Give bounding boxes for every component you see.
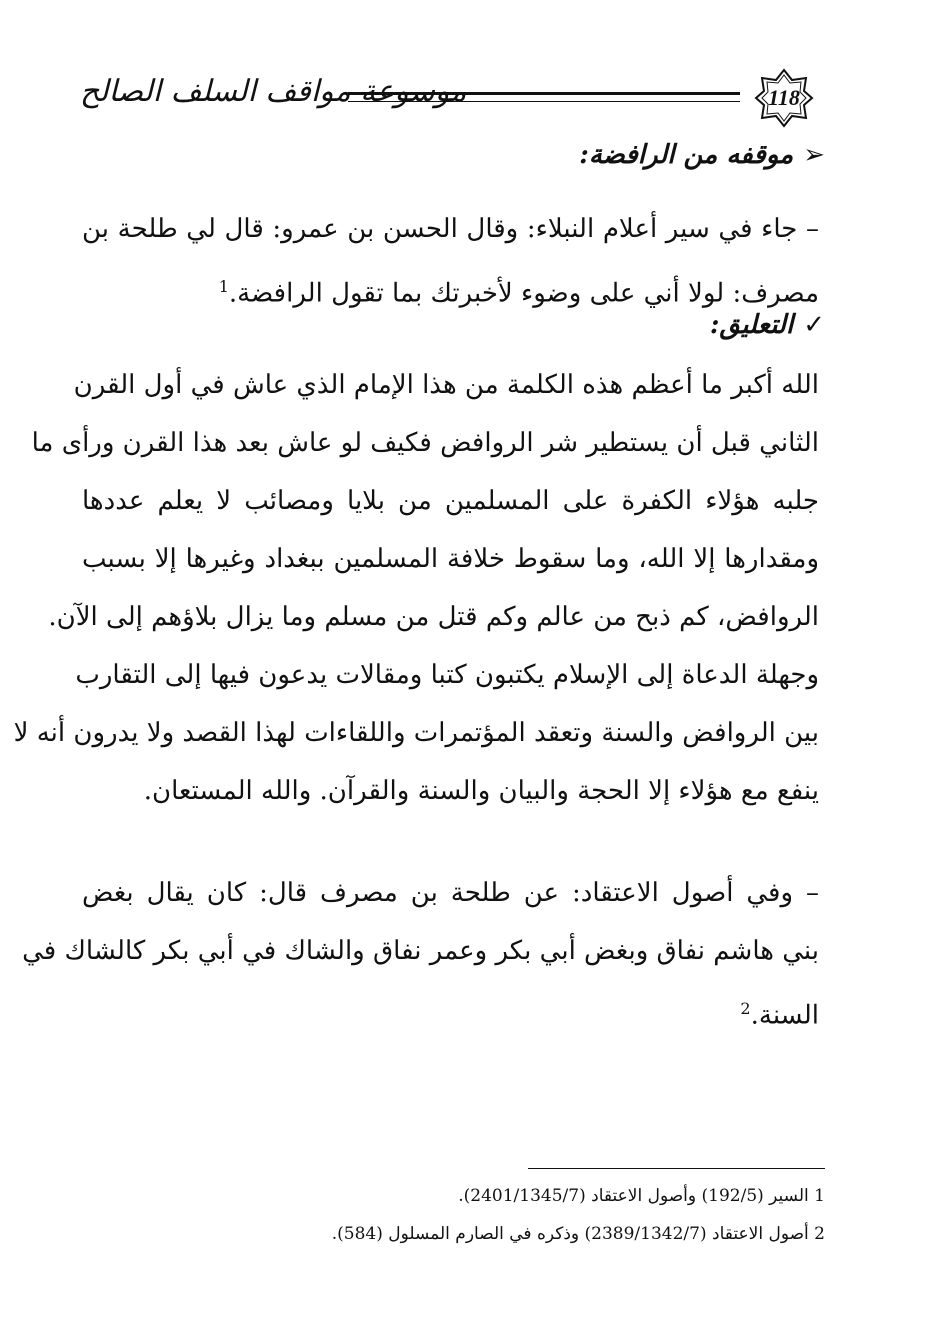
footnote-1 [458, 1186, 825, 1206]
footnote-ref-2: 2 [740, 999, 751, 1018]
paragraph-usul [22, 864, 819, 1045]
text-line: الله أكبر ما أعظم هذه الكلمة من هذا الإمام الذي عاش في أول القرن [73, 370, 819, 400]
page-number-badge [754, 68, 814, 128]
footnote-number: 2 [814, 1224, 825, 1244]
text-line: وجهلة الدعاة إلى الإسلام يكتبون كتبا ومقالات يدعون فيها إلى التقارب [75, 660, 819, 690]
footnote-text: أصول الاعتقاد (2389/1342/7) وذكره في الصارم المسلول (584). [331, 1224, 809, 1244]
footnote-ref-1: 1 [218, 277, 229, 296]
text-line [82, 258, 819, 323]
paragraph-siyar [82, 200, 819, 323]
footnote-text: السير (192/5) وأصول الاعتقاد (2401/1345/7). [458, 1186, 809, 1206]
text-line: ينفع مع هؤلاء إلا الحجة والبيان والسنة والقرآن. والله المستعان. [143, 776, 819, 806]
text-line: الثاني قبل أن يستطير شر الروافض فكيف لو عاش بعد هذا القرن ورأى ما [31, 428, 819, 458]
page-header [80, 62, 820, 140]
footnote-number: 1 [814, 1186, 825, 1206]
checkmark-icon: ✓ [803, 310, 825, 340]
arrow-marker-icon: ➢ [803, 140, 825, 170]
text-line [82, 980, 819, 1045]
section-heading-commentary [710, 310, 825, 340]
heading-text: موقفه من الرافضة: [579, 140, 794, 170]
paragraph-commentary [13, 356, 819, 820]
heading-text: التعليق: [709, 310, 794, 340]
text-line: بني هاشم نفاق وبغض أبي بكر وعمر نفاق والشاك في أبي بكر كالشاك في [22, 936, 819, 966]
text-line: جلبه هؤلاء الكفرة على المسلمين من بلايا ومصائب لا يعلم عددها [82, 486, 819, 516]
page-number: 118 [768, 85, 800, 110]
book-title: موسوعة مواقف السلف الصالح [80, 74, 467, 109]
footnote-2 [332, 1224, 825, 1244]
text-line-content: مصرف: لولا أني على وضوء لأخبرتك بما تقول الرافضة. [228, 278, 819, 309]
text-line: ومقدارها إلا الله، وما سقوط خلافة المسلمين ببغداد وغيرها إلا بسبب [82, 544, 819, 574]
footnote-separator [528, 1168, 825, 1169]
header-rule [348, 92, 740, 102]
section-heading-rafida [579, 140, 825, 170]
text-line: – جاء في سير أعلام النبلاء: وقال الحسن بن عمرو: قال لي طلحة بن [82, 214, 819, 244]
text-line: – وفي أصول الاعتقاد: عن طلحة بن مصرف قال: كان يقال بغض [82, 878, 819, 908]
text-line: بين الروافض والسنة وتعقد المؤتمرات واللقاءات لهذا القصد ولا يدرون أنه لا [13, 718, 819, 748]
text-line-content: السنة. [750, 1000, 819, 1031]
text-line: الروافض، كم ذبح من عالم وكم قتل من مسلم وما يزال بلاؤهم إلى الآن. [48, 602, 819, 632]
